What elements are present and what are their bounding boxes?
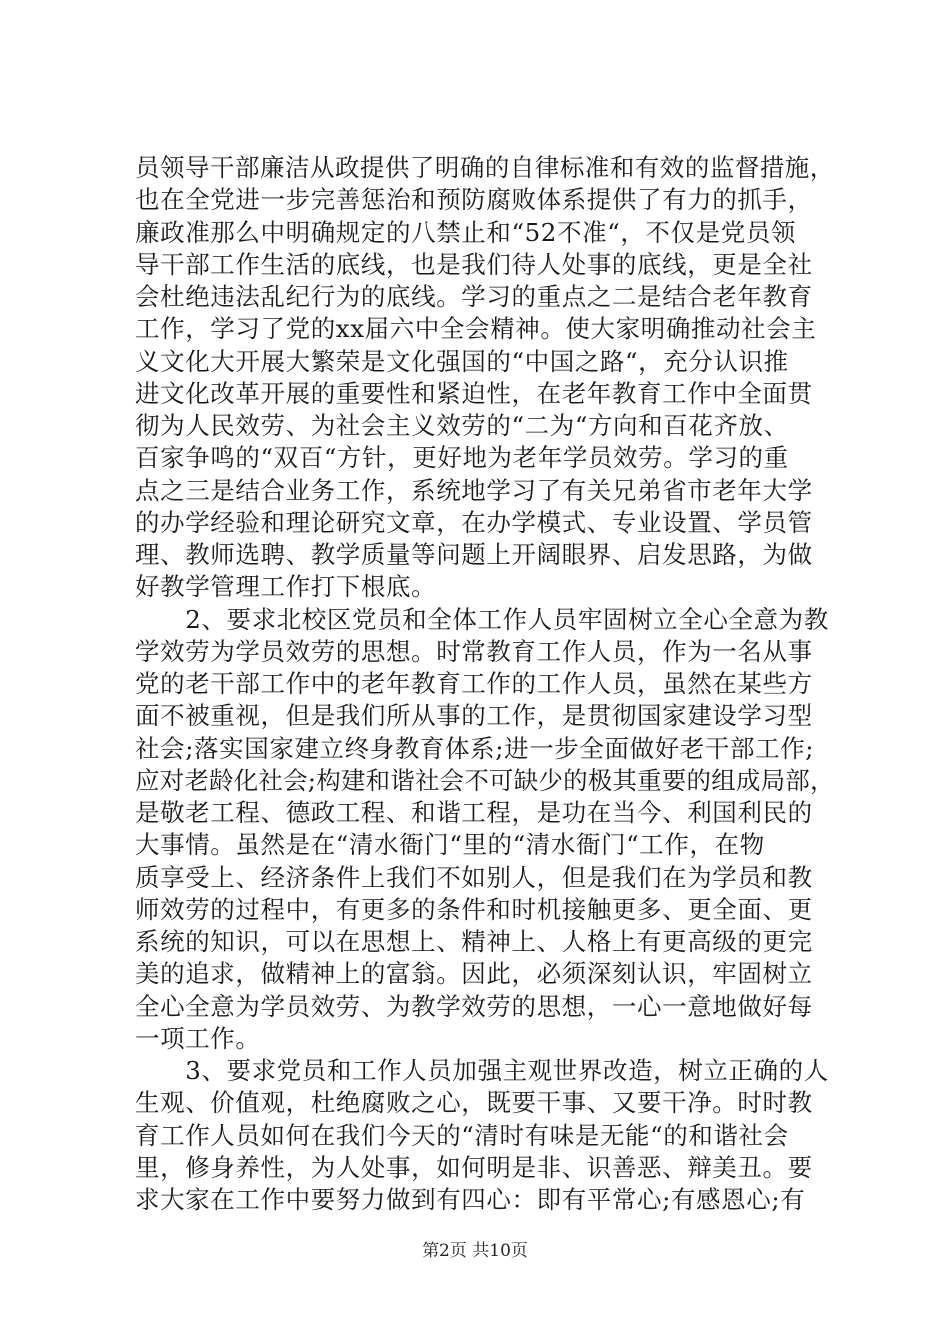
text-line: 一项工作。 bbox=[135, 1023, 261, 1053]
text-line: 里，修身养性，为人处事，如何明是非、识善恶、辩美丑。要 bbox=[135, 1152, 813, 1182]
text-line: 大事情。虽然是在“清水衙门“里的“清水衙门“工作，在物 bbox=[135, 830, 765, 860]
text-line: 是敬老工程、德政工程、和谐工程，是功在当今、利国利民的 bbox=[135, 798, 813, 827]
text-line: 理、教师选聘、教学质量等问题上开阔眼界、启发思路，为做 bbox=[135, 540, 813, 569]
paragraph bbox=[135, 604, 835, 1056]
text-line: 全心全意为学员效劳、为教学效劳的思想，一心一意地做好每 bbox=[135, 991, 813, 1021]
text-line: 点之三是结合业务工作，系统地学习了有关兄弟省市老年大学 bbox=[135, 475, 813, 505]
text-line: 也在全党进一步完善惩治和预防腐败体系提供了有力的抓手， bbox=[135, 185, 813, 215]
text-line: 美的追求，做精神上的富翁。因此，必须深刻认识，牢固树立 bbox=[135, 959, 813, 989]
text-line: 党的老干部工作中的老年教育工作的工作人员，虽然在某些方 bbox=[135, 669, 813, 698]
text-line: 员领导干部廉洁从政提供了明确的自律标准和有效的监督措施， bbox=[135, 153, 835, 182]
text-line: 求大家在工作中要努力做到有四心：即有平常心;有感恩心;有 bbox=[135, 1185, 806, 1214]
text-line: 应对老龄化社会;构建和谐社会不可缺少的极其重要的组成局部， bbox=[135, 765, 835, 795]
text-line: 廉政准那么中明确规定的八禁止和“52不准“，不仅是党员领 bbox=[135, 217, 797, 247]
text-line: 的办学经验和理论研究文章，在办学模式、专业设置、学员管 bbox=[135, 507, 813, 537]
text-line: 2、要求北校区党员和全体工作人员牢固树立全心全意为教 bbox=[135, 604, 829, 634]
text-line: 学效劳为学员效劳的思想。时常教育工作人员，作为一名从事 bbox=[135, 636, 813, 666]
text-line: 生观、价值观，杜绝腐败之心，既要干事、又要干净。时时教 bbox=[135, 1088, 813, 1118]
text-line: 面不被重视，但是我们所从事的工作，是贯彻国家建设学习型 bbox=[135, 701, 813, 731]
text-line: 系统的知识，可以在思想上、精神上、人格上有更高级的更完 bbox=[135, 927, 813, 956]
text-line: 进文化改革开展的重要性和紧迫性，在老年教育工作中全面贯 bbox=[135, 378, 813, 408]
text-line: 质享受上、经济条件上我们不如别人，但是我们在为学员和教 bbox=[135, 862, 813, 892]
text-line: 社会;落实国家建立终身教育体系;进一步全面做好老干部工作; bbox=[135, 733, 815, 763]
text-line: 师效劳的过程中，有更多的条件和时机接触更多、更全面、更 bbox=[135, 894, 813, 924]
body-text bbox=[135, 152, 835, 1216]
text-line: 工作，学习了党的xx届六中全会精神。使大家明确推动社会主 bbox=[135, 314, 817, 344]
text-line: 彻为人民效劳、为社会主义效劳的“二为“方向和百花齐放、 bbox=[135, 411, 789, 440]
text-line: 好教学管理工作打下根底。 bbox=[135, 572, 437, 602]
page-footer: 第2页 共10页 bbox=[422, 1241, 528, 1261]
text-line: 导干部工作生活的底线，也是我们待人处事的底线，更是全社 bbox=[135, 249, 813, 279]
text-line: 义文化大开展大繁荣是文化强国的“中国之路“，充分认识推 bbox=[135, 346, 789, 376]
text-line: 3、要求党员和工作人员加强主观世界改造，树立正确的人 bbox=[135, 1056, 829, 1085]
paragraph bbox=[135, 1055, 835, 1216]
text-line: 百家争鸣的“双百“方针，更好地为老年学员效劳。学习的重 bbox=[135, 443, 789, 473]
text-line: 育工作人员如何在我们今天的“清时有味是无能“的和谐社会 bbox=[135, 1120, 789, 1150]
paragraph bbox=[135, 152, 835, 604]
text-line: 会杜绝违法乱纪行为的底线。学习的重点之二是结合老年教育 bbox=[135, 282, 813, 311]
